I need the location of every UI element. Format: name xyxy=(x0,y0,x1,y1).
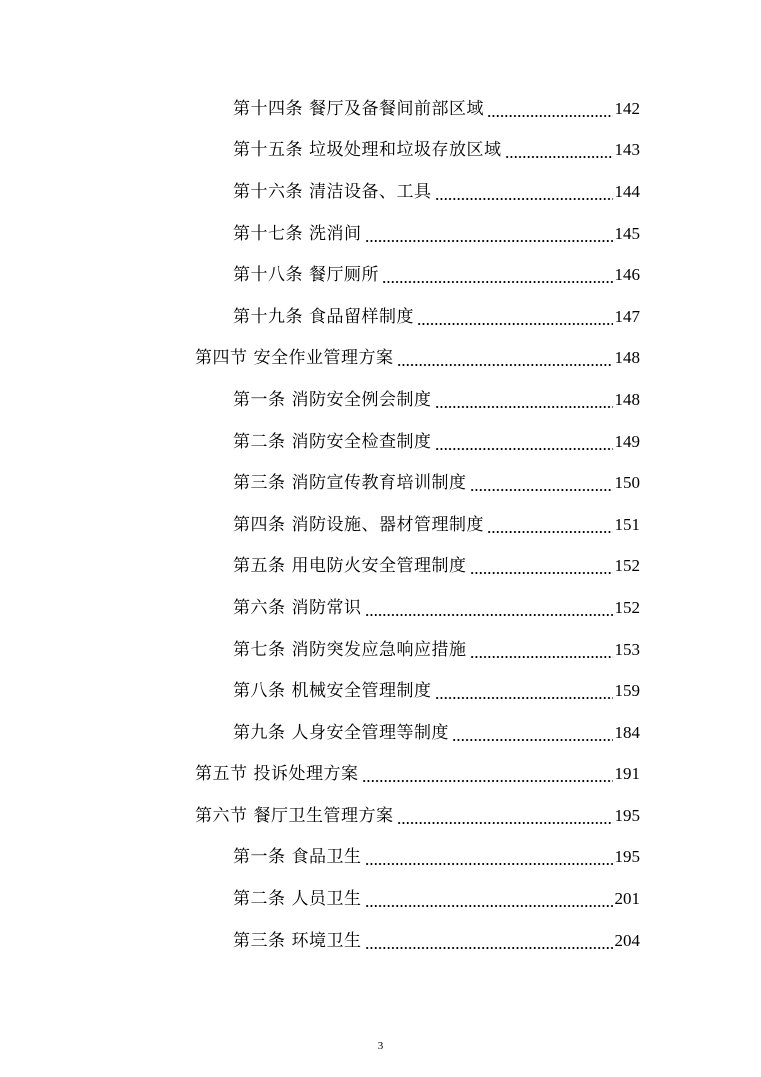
toc-entry-page: 148 xyxy=(614,348,640,368)
toc-entry-title: 餐厅及备餐间前部区域 xyxy=(309,98,484,119)
toc-dot-leader xyxy=(435,681,613,701)
toc-dot-leader xyxy=(487,99,613,119)
toc-article-entry[interactable] xyxy=(0,670,761,712)
toc-entry-title: 食品卫生 xyxy=(291,847,362,868)
toc-entry-number: 第九条 xyxy=(233,722,286,743)
toc-dot-leader xyxy=(397,806,613,826)
toc-entry-number: 第六节 xyxy=(195,805,248,826)
toc-entry-page: 195 xyxy=(614,805,640,825)
toc-dot-leader xyxy=(365,598,613,618)
toc-entry-number: 第五节 xyxy=(195,764,248,785)
toc-article-entry[interactable] xyxy=(0,171,761,213)
toc-article-entry[interactable] xyxy=(0,296,761,338)
toc-entry-title: 消防设施、器材管理制度 xyxy=(291,514,484,535)
toc-entry-number: 第四条 xyxy=(233,514,286,535)
toc-entry-number: 第四节 xyxy=(195,348,248,369)
toc-dot-leader xyxy=(487,515,613,535)
toc-entry-title: 消防突发应急响应措施 xyxy=(291,639,467,660)
toc-dot-leader xyxy=(365,847,613,867)
toc-entry-number: 第八条 xyxy=(233,681,286,702)
toc-entry-page: 201 xyxy=(614,889,640,909)
toc-dot-leader xyxy=(435,182,613,202)
toc-entry-number: 第六条 xyxy=(233,597,286,618)
toc-entry-number: 第二条 xyxy=(233,889,286,910)
toc-section-entry[interactable] xyxy=(0,338,761,380)
toc-entry-number: 第十五条 xyxy=(233,140,303,161)
toc-entry-page: 204 xyxy=(614,930,640,950)
toc-entry-title: 人员卫生 xyxy=(291,889,362,910)
toc-entry-title: 机械安全管理制度 xyxy=(291,681,432,702)
toc-article-entry[interactable] xyxy=(0,878,761,920)
toc-article-entry[interactable] xyxy=(0,213,761,255)
toc-dot-leader xyxy=(365,931,613,951)
toc-article-entry[interactable] xyxy=(0,254,761,296)
toc-entry-page: 184 xyxy=(614,722,640,742)
toc-entry-number: 第五条 xyxy=(233,556,286,577)
toc-section-entry[interactable] xyxy=(0,754,761,796)
toc-entry-page: 146 xyxy=(614,265,640,285)
toc-entry-title: 投诉处理方案 xyxy=(253,764,359,785)
toc-entry-number: 第十九条 xyxy=(233,306,303,327)
toc-entry-number: 第一条 xyxy=(233,847,286,868)
toc-entry-title: 消防常识 xyxy=(291,597,362,618)
toc-dot-leader xyxy=(417,307,613,327)
toc-dot-leader xyxy=(397,348,613,368)
toc-article-entry[interactable] xyxy=(0,462,761,504)
toc-article-entry[interactable] xyxy=(0,379,761,421)
toc-entry-page: 142 xyxy=(614,98,640,118)
toc-dot-leader xyxy=(505,140,613,160)
toc-entry-page: 191 xyxy=(614,764,640,784)
toc-entry-page: 151 xyxy=(614,514,640,534)
toc-entry-page: 152 xyxy=(614,556,640,576)
toc-entry-title: 洗消间 xyxy=(309,223,362,244)
toc-entry-title: 垃圾处理和垃圾存放区域 xyxy=(309,140,502,161)
toc-entry-number: 第七条 xyxy=(233,639,286,660)
toc-article-entry[interactable] xyxy=(0,920,761,962)
toc-entry-page: 145 xyxy=(614,223,640,243)
toc-article-entry[interactable] xyxy=(0,629,761,671)
toc-entry-title: 用电防火安全管理制度 xyxy=(291,556,467,577)
toc-entry-number: 第十四条 xyxy=(233,98,303,119)
toc-entry-page: 195 xyxy=(614,847,640,867)
toc-dot-leader xyxy=(470,556,613,576)
toc-article-entry[interactable] xyxy=(0,587,761,629)
toc-section-entry[interactable] xyxy=(0,795,761,837)
toc-entry-title: 消防宣传教育培训制度 xyxy=(291,473,467,494)
toc-entry-number: 第三条 xyxy=(233,930,286,951)
toc-entry-page: 148 xyxy=(614,389,640,409)
toc-article-entry[interactable] xyxy=(0,421,761,463)
toc-entry-title: 消防安全检查制度 xyxy=(291,431,432,452)
toc-dot-leader xyxy=(365,889,613,909)
toc-entry-number: 第十七条 xyxy=(233,223,303,244)
toc-entry-title: 安全作业管理方案 xyxy=(253,348,394,369)
toc-entry-page: 153 xyxy=(614,639,640,659)
toc-dot-leader xyxy=(470,473,613,493)
toc-entry-page: 143 xyxy=(614,140,640,160)
toc-article-entry[interactable] xyxy=(0,504,761,546)
toc-entry-title: 餐厅厕所 xyxy=(309,265,379,286)
toc-dot-leader xyxy=(362,764,613,784)
toc-article-entry[interactable] xyxy=(0,546,761,588)
toc-entry-page: 144 xyxy=(614,181,640,201)
toc-dot-leader xyxy=(435,432,613,452)
toc-dot-leader xyxy=(470,640,613,660)
toc-entry-title: 环境卫生 xyxy=(291,930,362,951)
toc-dot-leader xyxy=(365,224,613,244)
toc-dot-leader xyxy=(452,723,613,743)
page-number: 3 xyxy=(377,1040,384,1052)
toc-dot-leader xyxy=(382,265,613,285)
toc-article-entry[interactable] xyxy=(0,88,761,130)
toc-entry-page: 150 xyxy=(614,473,640,493)
toc-entry-title: 清洁设备、工具 xyxy=(309,181,432,202)
toc-entry-page: 149 xyxy=(614,431,640,451)
toc-entry-number: 第十八条 xyxy=(233,265,303,286)
toc-entry-number: 第十六条 xyxy=(233,181,303,202)
toc-entry-number: 第一条 xyxy=(233,389,286,410)
toc-entry-page: 147 xyxy=(614,306,640,326)
toc-entry-page: 152 xyxy=(614,597,640,617)
toc-entry-number: 第二条 xyxy=(233,431,286,452)
toc-entry-title: 消防安全例会制度 xyxy=(291,389,432,410)
toc-entry-number: 第三条 xyxy=(233,473,286,494)
toc-dot-leader xyxy=(435,390,613,410)
toc-article-entry[interactable] xyxy=(0,712,761,754)
toc-entry-page: 159 xyxy=(614,681,640,701)
table-of-contents xyxy=(0,88,761,961)
toc-article-entry[interactable] xyxy=(0,837,761,879)
toc-entry-title: 餐厅卫生管理方案 xyxy=(253,805,394,826)
toc-article-entry[interactable] xyxy=(0,130,761,172)
toc-entry-title: 人身安全管理等制度 xyxy=(291,722,449,743)
toc-entry-title: 食品留样制度 xyxy=(309,306,414,327)
